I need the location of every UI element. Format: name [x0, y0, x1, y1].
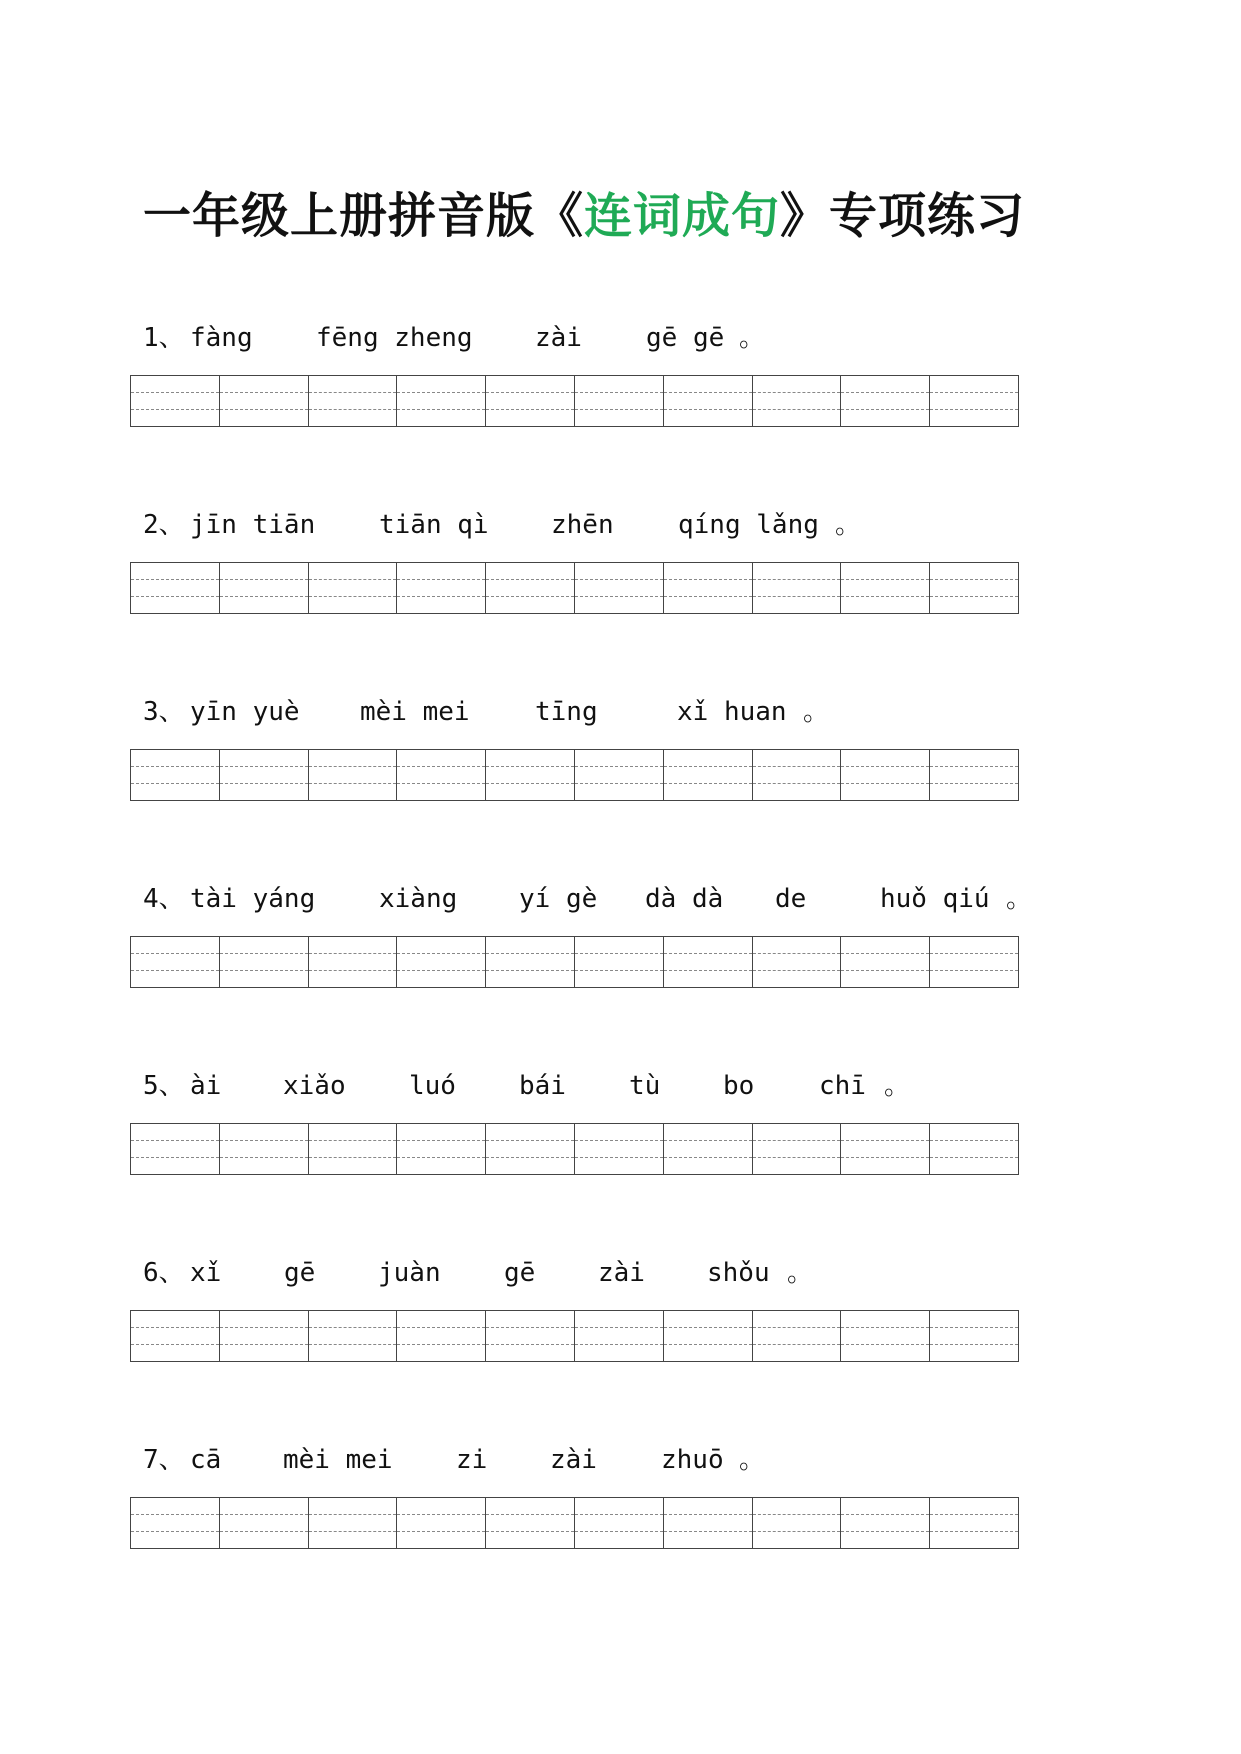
- guide-line: [841, 766, 929, 767]
- guide-line: [753, 953, 841, 954]
- guide-line: [131, 1157, 219, 1158]
- writing-cell[interactable]: [841, 376, 930, 426]
- guide-line: [486, 579, 574, 580]
- question-5: [0, 1066, 1241, 1186]
- guide-line: [220, 596, 308, 597]
- question-number: 4、: [143, 884, 185, 914]
- guide-line: [575, 409, 663, 410]
- guide-line: [309, 1157, 397, 1158]
- guide-line: [930, 1514, 1018, 1515]
- guide-line: [397, 1157, 485, 1158]
- writing-cell[interactable]: [486, 750, 575, 800]
- sentence-period: 。: [884, 1071, 911, 1101]
- writing-cell[interactable]: [930, 1311, 1018, 1361]
- guide-line: [309, 1327, 397, 1328]
- pinyin-word: tīng: [535, 697, 598, 727]
- sentence-period: 。: [787, 1258, 814, 1288]
- guide-line: [664, 1514, 752, 1515]
- guide-line: [131, 970, 219, 971]
- guide-line: [131, 783, 219, 784]
- guide-line: [575, 783, 663, 784]
- guide-line: [753, 1344, 841, 1345]
- writing-cell[interactable]: [309, 1311, 398, 1361]
- guide-line: [753, 766, 841, 767]
- guide-line: [309, 1531, 397, 1532]
- writing-cell[interactable]: [664, 563, 753, 613]
- guide-line: [220, 409, 308, 410]
- guide-line: [309, 1140, 397, 1141]
- writing-cell[interactable]: [486, 376, 575, 426]
- guide-line: [486, 783, 574, 784]
- guide-line: [841, 1531, 929, 1532]
- title-highlight: 连词成句: [584, 188, 781, 244]
- writing-cell[interactable]: [309, 1124, 398, 1174]
- pinyin-word: xǐ huan: [677, 697, 787, 727]
- question-3: [0, 692, 1241, 812]
- guide-line: [309, 579, 397, 580]
- guide-line: [664, 1531, 752, 1532]
- pinyin-word: bo: [723, 1071, 755, 1101]
- writing-cell[interactable]: [930, 376, 1018, 426]
- guide-line: [575, 1140, 663, 1141]
- guide-line: [930, 1531, 1018, 1532]
- question-number: 3、: [143, 697, 185, 727]
- guide-line: [930, 953, 1018, 954]
- guide-line: [131, 1140, 219, 1141]
- writing-cell[interactable]: [309, 1498, 398, 1548]
- guide-line: [753, 783, 841, 784]
- guide-line: [486, 953, 574, 954]
- guide-line: [664, 579, 752, 580]
- pinyin-word: zài: [598, 1258, 645, 1288]
- guide-line: [131, 596, 219, 597]
- writing-cell[interactable]: [397, 1498, 486, 1548]
- title-suffix: 》专项练习: [780, 188, 1026, 244]
- guide-line: [753, 1140, 841, 1141]
- guide-line: [486, 970, 574, 971]
- writing-grid: [130, 1497, 1019, 1549]
- writing-cell[interactable]: [841, 750, 930, 800]
- pinyin-word: huǒ qiú: [880, 884, 990, 914]
- question-prompt: [143, 318, 766, 358]
- guide-line: [753, 1531, 841, 1532]
- question-7: [0, 1440, 1241, 1560]
- guide-line: [575, 1157, 663, 1158]
- guide-line: [131, 1514, 219, 1515]
- question-number: 2、: [143, 510, 185, 540]
- guide-line: [930, 1344, 1018, 1345]
- writing-grid: [130, 1123, 1019, 1175]
- guide-line: [930, 596, 1018, 597]
- guide-line: [930, 1157, 1018, 1158]
- guide-line: [753, 579, 841, 580]
- pinyin-word: juàn: [378, 1258, 441, 1288]
- guide-line: [309, 596, 397, 597]
- question-4: [0, 879, 1241, 999]
- writing-cell[interactable]: [486, 937, 575, 987]
- guide-line: [841, 1157, 929, 1158]
- guide-line: [220, 392, 308, 393]
- guide-line: [309, 953, 397, 954]
- writing-cell[interactable]: [486, 1124, 575, 1174]
- writing-cell[interactable]: [664, 937, 753, 987]
- guide-line: [486, 1327, 574, 1328]
- pinyin-word: xǐ: [190, 1258, 222, 1288]
- pinyin-word: tiān qì: [379, 510, 489, 540]
- guide-line: [664, 1327, 752, 1328]
- guide-line: [753, 596, 841, 597]
- pinyin-word: zi: [456, 1445, 488, 1475]
- guide-line: [220, 766, 308, 767]
- writing-cell[interactable]: [220, 1124, 309, 1174]
- guide-line: [486, 1514, 574, 1515]
- question-6: [0, 1253, 1241, 1373]
- writing-cell[interactable]: [397, 1124, 486, 1174]
- guide-line: [575, 1327, 663, 1328]
- guide-line: [220, 579, 308, 580]
- guide-line: [841, 392, 929, 393]
- pinyin-word: zài: [535, 323, 582, 353]
- guide-line: [220, 1531, 308, 1532]
- writing-cell[interactable]: [575, 937, 664, 987]
- writing-cell[interactable]: [220, 1498, 309, 1548]
- guide-line: [930, 1327, 1018, 1328]
- guide-line: [664, 596, 752, 597]
- guide-line: [575, 1344, 663, 1345]
- question-prompt: [143, 879, 1033, 919]
- writing-cell[interactable]: [131, 750, 220, 800]
- guide-line: [930, 579, 1018, 580]
- writing-cell[interactable]: [753, 1498, 842, 1548]
- guide-line: [309, 1344, 397, 1345]
- writing-grid: [130, 562, 1019, 614]
- writing-cell[interactable]: [841, 1124, 930, 1174]
- writing-cell[interactable]: [753, 1311, 842, 1361]
- guide-line: [753, 409, 841, 410]
- writing-cell[interactable]: [309, 937, 398, 987]
- writing-cell[interactable]: [575, 376, 664, 426]
- guide-line: [220, 1514, 308, 1515]
- pinyin-word: cā: [190, 1445, 222, 1475]
- guide-line: [575, 953, 663, 954]
- writing-cell[interactable]: [131, 563, 220, 613]
- guide-line: [397, 579, 485, 580]
- guide-line: [220, 1344, 308, 1345]
- question-number: 6、: [143, 1258, 185, 1288]
- pinyin-word: shǒu: [707, 1258, 770, 1288]
- guide-line: [220, 953, 308, 954]
- writing-cell[interactable]: [753, 937, 842, 987]
- writing-cell[interactable]: [397, 1311, 486, 1361]
- guide-line: [397, 1514, 485, 1515]
- page-title: [143, 186, 1025, 246]
- question-number: 1、: [143, 323, 185, 353]
- sentence-period: 。: [739, 323, 766, 353]
- guide-line: [841, 1327, 929, 1328]
- guide-line: [930, 970, 1018, 971]
- guide-line: [397, 766, 485, 767]
- guide-line: [397, 1327, 485, 1328]
- guide-line: [131, 1344, 219, 1345]
- guide-line: [397, 596, 485, 597]
- writing-cell[interactable]: [397, 750, 486, 800]
- writing-cell[interactable]: [220, 937, 309, 987]
- guide-line: [841, 409, 929, 410]
- guide-line: [309, 392, 397, 393]
- writing-cell[interactable]: [309, 376, 398, 426]
- guide-line: [753, 1327, 841, 1328]
- writing-cell[interactable]: [309, 750, 398, 800]
- writing-cell[interactable]: [220, 376, 309, 426]
- guide-line: [664, 783, 752, 784]
- guide-line: [575, 1514, 663, 1515]
- guide-line: [930, 409, 1018, 410]
- guide-line: [841, 953, 929, 954]
- guide-line: [131, 1531, 219, 1532]
- writing-cell[interactable]: [575, 750, 664, 800]
- pinyin-word: fēng zheng: [316, 323, 473, 353]
- pinyin-word: xiàng: [379, 884, 458, 914]
- writing-cell[interactable]: [930, 563, 1018, 613]
- guide-line: [841, 1514, 929, 1515]
- writing-cell[interactable]: [841, 937, 930, 987]
- pinyin-word: bái: [519, 1071, 566, 1101]
- writing-cell[interactable]: [575, 1498, 664, 1548]
- guide-line: [486, 409, 574, 410]
- question-prompt: [143, 1253, 814, 1293]
- guide-line: [486, 766, 574, 767]
- writing-cell[interactable]: [131, 1311, 220, 1361]
- guide-line: [131, 579, 219, 580]
- guide-line: [220, 1157, 308, 1158]
- pinyin-word: zhuō: [661, 1445, 724, 1475]
- guide-line: [664, 392, 752, 393]
- pinyin-word: mèi mei: [360, 697, 470, 727]
- guide-line: [841, 579, 929, 580]
- writing-cell[interactable]: [664, 376, 753, 426]
- writing-cell[interactable]: [220, 750, 309, 800]
- guide-line: [309, 1514, 397, 1515]
- guide-line: [575, 766, 663, 767]
- writing-cell[interactable]: [220, 563, 309, 613]
- writing-cell[interactable]: [664, 750, 753, 800]
- writing-grid: [130, 375, 1019, 427]
- question-number: 5、: [143, 1071, 185, 1101]
- sentence-period: 。: [739, 1445, 766, 1475]
- writing-cell[interactable]: [930, 1498, 1018, 1548]
- pinyin-word: qíng lǎng: [678, 510, 819, 540]
- writing-cell[interactable]: [397, 937, 486, 987]
- writing-cell[interactable]: [753, 563, 842, 613]
- writing-cell[interactable]: [841, 1311, 930, 1361]
- guide-line: [753, 392, 841, 393]
- guide-line: [486, 1531, 574, 1532]
- pinyin-word: dà dà: [645, 884, 724, 914]
- guide-line: [220, 1327, 308, 1328]
- pinyin-word: luó: [409, 1071, 456, 1101]
- question-2: [0, 505, 1241, 625]
- guide-line: [753, 970, 841, 971]
- guide-line: [753, 1157, 841, 1158]
- guide-line: [309, 970, 397, 971]
- guide-line: [841, 783, 929, 784]
- writing-cell[interactable]: [486, 563, 575, 613]
- writing-cell[interactable]: [131, 376, 220, 426]
- pinyin-word: yīn yuè: [190, 697, 300, 727]
- guide-line: [309, 783, 397, 784]
- question-prompt: [143, 505, 862, 545]
- guide-line: [486, 596, 574, 597]
- guide-line: [664, 1157, 752, 1158]
- writing-cell[interactable]: [575, 1311, 664, 1361]
- pinyin-word: mèi mei: [283, 1445, 393, 1475]
- guide-line: [930, 766, 1018, 767]
- guide-line: [131, 409, 219, 410]
- guide-line: [397, 1140, 485, 1141]
- question-1: [0, 318, 1241, 438]
- guide-line: [841, 1140, 929, 1141]
- guide-line: [575, 970, 663, 971]
- guide-line: [486, 1140, 574, 1141]
- sentence-period: 。: [1006, 884, 1033, 914]
- pinyin-word: fàng: [190, 323, 253, 353]
- guide-line: [131, 953, 219, 954]
- question-number: 7、: [143, 1445, 185, 1475]
- pinyin-word: xiǎo: [283, 1071, 346, 1101]
- guide-line: [220, 1140, 308, 1141]
- writing-cell[interactable]: [841, 1498, 930, 1548]
- guide-line: [575, 1531, 663, 1532]
- guide-line: [486, 392, 574, 393]
- pinyin-word: chī: [819, 1071, 866, 1101]
- pinyin-word: gē: [284, 1258, 316, 1288]
- writing-cell[interactable]: [575, 563, 664, 613]
- guide-line: [131, 392, 219, 393]
- writing-cell[interactable]: [220, 1311, 309, 1361]
- writing-cell[interactable]: [131, 1498, 220, 1548]
- guide-line: [841, 970, 929, 971]
- sentence-period: 。: [835, 510, 862, 540]
- guide-line: [397, 1531, 485, 1532]
- title-prefix: 一年级上册拼音版《: [143, 188, 585, 244]
- writing-cell[interactable]: [930, 937, 1018, 987]
- writing-cell[interactable]: [841, 563, 930, 613]
- question-prompt: [143, 1066, 911, 1106]
- pinyin-word: tù: [629, 1071, 661, 1101]
- writing-cell[interactable]: [930, 750, 1018, 800]
- writing-cell[interactable]: [664, 1311, 753, 1361]
- guide-line: [486, 1344, 574, 1345]
- writing-cell[interactable]: [753, 376, 842, 426]
- guide-line: [220, 783, 308, 784]
- writing-cell[interactable]: [131, 937, 220, 987]
- guide-line: [397, 409, 485, 410]
- question-prompt: [143, 1440, 766, 1480]
- pinyin-word: yí gè: [519, 884, 598, 914]
- writing-cell[interactable]: [486, 1311, 575, 1361]
- writing-cell[interactable]: [664, 1124, 753, 1174]
- question-prompt: [143, 692, 830, 732]
- writing-cell[interactable]: [397, 376, 486, 426]
- guide-line: [841, 596, 929, 597]
- guide-line: [220, 970, 308, 971]
- writing-cell[interactable]: [131, 1124, 220, 1174]
- pinyin-word: ài: [190, 1071, 222, 1101]
- writing-cell[interactable]: [486, 1498, 575, 1548]
- guide-line: [397, 1344, 485, 1345]
- writing-grid: [130, 936, 1019, 988]
- guide-line: [131, 766, 219, 767]
- writing-cell[interactable]: [753, 1124, 842, 1174]
- pinyin-word: gē: [504, 1258, 536, 1288]
- guide-line: [397, 783, 485, 784]
- guide-line: [575, 579, 663, 580]
- guide-line: [131, 1327, 219, 1328]
- pinyin-word: de: [775, 884, 807, 914]
- sentence-period: 。: [803, 697, 830, 727]
- guide-line: [309, 409, 397, 410]
- pinyin-word: gē gē: [646, 323, 725, 353]
- guide-line: [664, 970, 752, 971]
- guide-line: [575, 392, 663, 393]
- pinyin-word: tài yáng: [190, 884, 316, 914]
- guide-line: [930, 783, 1018, 784]
- writing-cell[interactable]: [753, 750, 842, 800]
- guide-line: [664, 409, 752, 410]
- guide-line: [397, 392, 485, 393]
- guide-line: [397, 953, 485, 954]
- guide-line: [664, 1140, 752, 1141]
- guide-line: [753, 1514, 841, 1515]
- guide-line: [841, 1344, 929, 1345]
- pinyin-word: zhēn: [551, 510, 614, 540]
- writing-cell[interactable]: [397, 563, 486, 613]
- guide-line: [486, 1157, 574, 1158]
- pinyin-word: jīn tiān: [190, 510, 316, 540]
- guide-line: [664, 953, 752, 954]
- guide-line: [930, 1140, 1018, 1141]
- guide-line: [664, 1344, 752, 1345]
- guide-line: [930, 392, 1018, 393]
- writing-grid: [130, 1310, 1019, 1362]
- writing-cell[interactable]: [664, 1498, 753, 1548]
- writing-cell[interactable]: [575, 1124, 664, 1174]
- guide-line: [309, 766, 397, 767]
- writing-cell[interactable]: [309, 563, 398, 613]
- guide-line: [397, 970, 485, 971]
- guide-line: [575, 596, 663, 597]
- pinyin-word: zài: [550, 1445, 597, 1475]
- writing-grid: [130, 749, 1019, 801]
- writing-cell[interactable]: [930, 1124, 1018, 1174]
- guide-line: [664, 766, 752, 767]
